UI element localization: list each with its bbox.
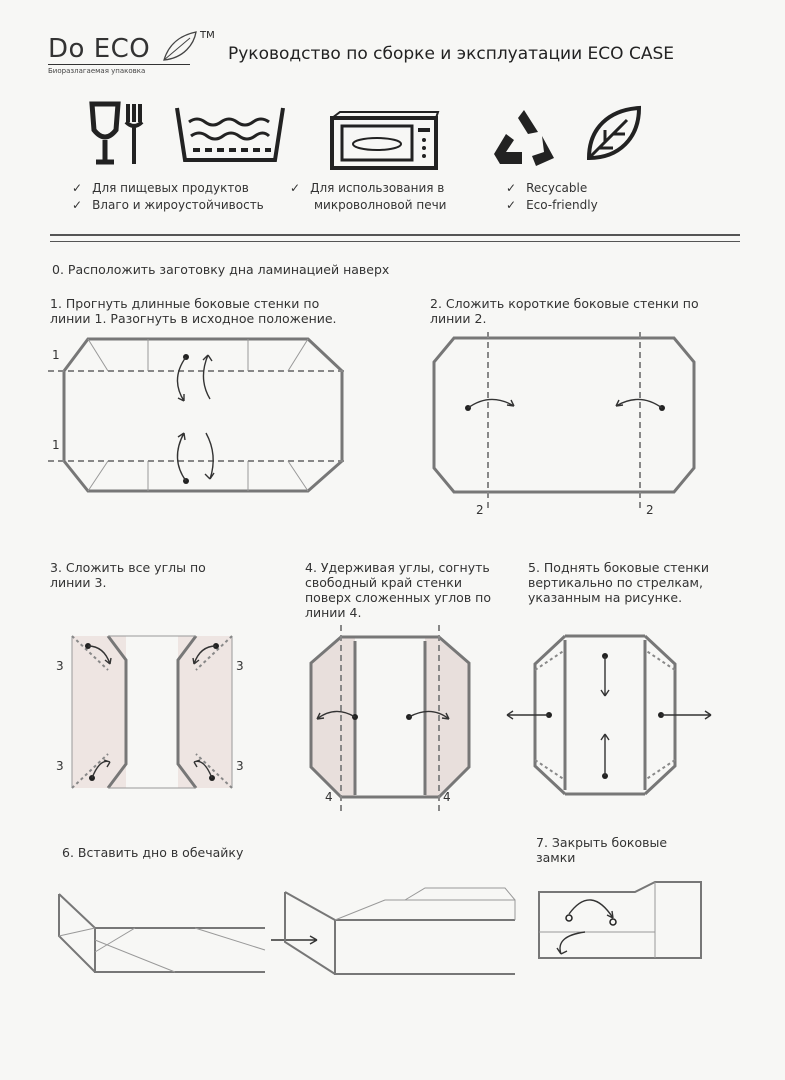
step-5-text: 5. Поднять боковые стенки вертикально по стрелкам, указанным на рисунке.	[528, 560, 710, 605]
diagram-step-1	[48, 335, 348, 495]
fork-knife-glass-icon	[88, 100, 158, 170]
line-label-3: 3	[56, 659, 64, 673]
diagram-step-5	[505, 630, 715, 800]
divider	[50, 241, 740, 242]
check-icon: ✓	[506, 181, 517, 195]
step-3-text: 3. Сложить все углы по линии 3.	[50, 560, 206, 590]
feature-microwave-line1: Для использования в	[310, 181, 445, 195]
diagram-step-2	[430, 332, 700, 522]
line-label-3: 3	[236, 759, 244, 773]
step-6-text: 6. Вставить дно в обечайку	[62, 845, 244, 860]
feature-microwave-line2: микроволновой печи	[314, 198, 447, 212]
leaf-icon	[583, 104, 643, 164]
step-2-text: 2. Сложить короткие боковые стенки по линии 2.	[430, 296, 699, 326]
diagram-step-6	[55, 880, 525, 980]
check-icon: ✓	[72, 198, 83, 212]
recycle-icon	[492, 108, 556, 168]
logo-subtitle: Биоразлагаемая упаковка	[48, 67, 146, 75]
feature-group-eco	[506, 180, 598, 214]
divider	[50, 234, 740, 236]
page-title: Руководство по сборке и эксплуатации ECO CASE	[228, 44, 674, 64]
line-label-3: 3	[56, 759, 64, 773]
check-icon: ✓	[72, 181, 83, 195]
step-7-text: 7. Закрыть боковые замки	[536, 835, 668, 865]
check-icon: ✓	[290, 181, 301, 195]
logo	[48, 30, 218, 80]
line-label-2: 2	[476, 503, 484, 517]
feature-eco-friendly: Eco-friendly	[526, 198, 598, 212]
logo-trademark: TM	[200, 30, 215, 41]
diagram-step-7	[535, 878, 705, 968]
diagram-step-3	[52, 630, 252, 800]
line-label-4: 4	[443, 790, 451, 804]
diagram-step-4	[305, 625, 475, 815]
line-label-3: 3	[236, 659, 244, 673]
feature-food: Для пищевых продуктов	[92, 181, 249, 195]
step-4-text: 4. Удерживая углы, согнуть свободный край стенки поверх сложенных углов по линии 4.	[305, 560, 491, 620]
line-label-1: 1	[52, 348, 60, 362]
feature-group-microwave	[290, 180, 446, 214]
microwave-icon	[330, 110, 440, 172]
logo-underline	[48, 64, 190, 65]
logo-leaf-icon	[160, 30, 200, 64]
step-1-text: 1. Прогнуть длинные боковые стенки по линии 1. Разогнуть в исходное положение.	[50, 296, 337, 326]
line-label-2: 2	[646, 503, 654, 517]
check-icon: ✓	[506, 198, 517, 212]
step-0-text: 0. Расположить заготовку дна ламинацией наверх	[52, 262, 390, 277]
line-label-4: 4	[325, 790, 333, 804]
logo-text: Do ECO	[48, 34, 151, 64]
feature-recycable: Recycable	[526, 181, 588, 195]
water-resistant-icon	[175, 106, 285, 166]
line-label-1: 1	[52, 438, 60, 452]
feature-moisture: Влаго и жироустойчивость	[92, 198, 264, 212]
feature-group-food	[72, 180, 264, 214]
